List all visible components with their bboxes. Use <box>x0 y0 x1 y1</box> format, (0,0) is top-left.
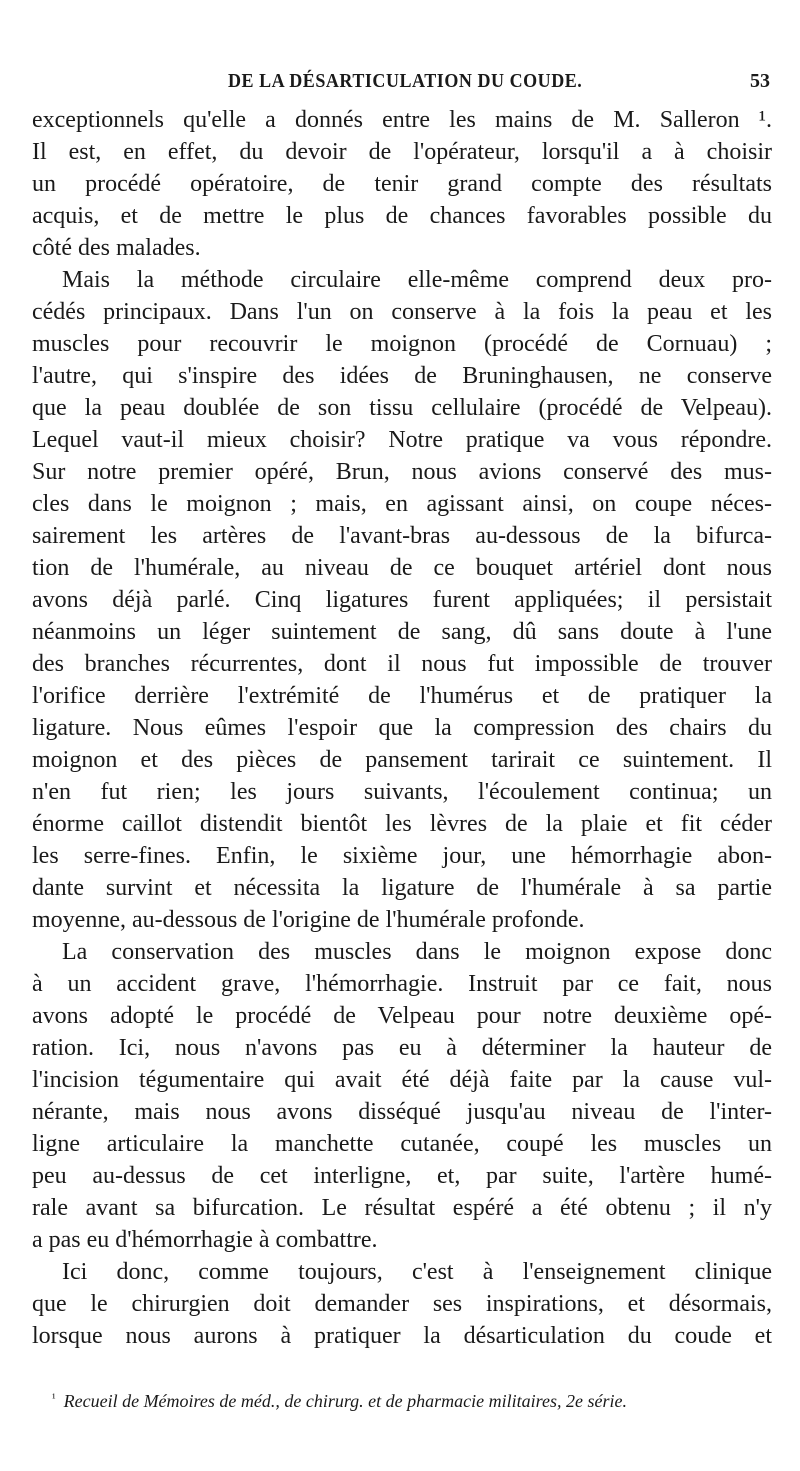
text-line: muscles pour recouvrir le moignon (procédé de Cornuau) ; <box>32 331 772 357</box>
text-line: Il est, en effet, du devoir de l'opérateur, lorsqu'il a à choisir <box>32 139 772 165</box>
footnote <box>52 1391 772 1412</box>
text-line: Ici donc, comme toujours, c'est à l'enseignement clinique <box>62 1259 772 1285</box>
text-line: l'incision tégumentaire qui avait été déjà faite par la cause vul- <box>32 1067 772 1093</box>
text-line: ligature. Nous eûmes l'espoir que la compression des chairs du <box>32 715 772 741</box>
text-line: énorme caillot distendit bientôt les lèvres de la plaie et fit céder <box>32 811 772 837</box>
text-line: peu au-dessus de cet interligne, et, par suite, l'artère humé- <box>32 1163 772 1189</box>
text-line: ligne articulaire la manchette cutanée, coupé les muscles un <box>32 1131 772 1157</box>
text-line: moyenne, au-dessous de l'origine de l'humérale profonde. <box>32 907 585 933</box>
text-line: côté des malades. <box>32 235 201 261</box>
text-line: nérante, mais nous avons disséqué jusqu'au niveau de l'inter- <box>32 1099 772 1125</box>
text-line: Mais la méthode circulaire elle-même comprend deux pro- <box>62 267 772 293</box>
text-line: ration. Ici, nous n'avons pas eu à déterminer la hauteur de <box>32 1035 772 1061</box>
text-line: Sur notre premier opéré, Brun, nous avions conservé des mus- <box>32 459 772 485</box>
text-line: tion de l'humérale, au niveau de ce bouquet artériel dont nous <box>32 555 772 581</box>
text-line: exceptionnels qu'elle a donnés entre les mains de M. Salleron ¹. <box>32 107 772 133</box>
text-line: des branches récurrentes, dont il nous fut impossible de trouver <box>32 651 772 677</box>
text-line: avons déjà parlé. Cinq ligatures furent appliquées; il persistait <box>32 587 772 613</box>
text-line: rale avant sa bifurcation. Le résultat espéré a été obtenu ; il n'y <box>32 1195 772 1221</box>
footnote-mark: ¹ <box>52 1391 56 1405</box>
running-header <box>228 70 770 96</box>
text-line: acquis, et de mettre le plus de chances favorables possible du <box>32 203 772 229</box>
text-line: avons adopté le procédé de Velpeau pour notre deuxième opé- <box>32 1003 772 1029</box>
text-line: lorsque nous aurons à pratiquer la désarticulation du coude et <box>32 1323 772 1349</box>
running-title: DE LA DÉSARTICULATION DU COUDE. <box>228 70 583 92</box>
page-number: 53 <box>750 70 770 92</box>
text-line: que la peau doublée de son tissu cellulaire (procédé de Velpeau). <box>32 395 772 421</box>
text-line: que le chirurgien doit demander ses inspirations, et désormais, <box>32 1291 772 1317</box>
text-line: néanmoins un léger suintement de sang, dû sans doute à l'une <box>32 619 772 645</box>
text-line: La conservation des muscles dans le moignon expose donc <box>62 939 772 965</box>
text-line: à un accident grave, l'hémorrhagie. Instruit par ce fait, nous <box>32 971 772 997</box>
text-line: cles dans le moignon ; mais, en agissant ainsi, on coupe néces- <box>32 491 772 517</box>
text-line: un procédé opératoire, de tenir grand compte des résultats <box>32 171 772 197</box>
text-line: moignon et des pièces de pansement tarirait ce suintement. Il <box>32 747 772 773</box>
text-line: a pas eu d'hémorrhagie à combattre. <box>32 1227 378 1253</box>
text-line: l'orifice derrière l'extrémité de l'humérus et de pratiquer la <box>32 683 772 709</box>
text-line: dante survint et nécessita la ligature de l'humérale à sa partie <box>32 875 772 901</box>
body-text <box>32 104 772 1352</box>
text-line: les serre-fines. Enfin, le sixième jour, une hémorrhagie abon- <box>32 843 772 869</box>
text-line: n'en fut rien; les jours suivants, l'écoulement continua; un <box>32 779 772 805</box>
text-line: sairement les artères de l'avant-bras au-dessous de la bifurca- <box>32 523 772 549</box>
text-line: l'autre, qui s'inspire des idées de Bruninghausen, ne conserve <box>32 363 772 389</box>
footnote-text: Recueil de Mémoires de méd., de chirurg. et de pharmacie militaires, 2e série. <box>63 1391 627 1411</box>
text-line: Lequel vaut-il mieux choisir? Notre pratique va vous répondre. <box>32 427 772 453</box>
text-line: cédés principaux. Dans l'un on conserve à la fois la peau et les <box>32 299 772 325</box>
